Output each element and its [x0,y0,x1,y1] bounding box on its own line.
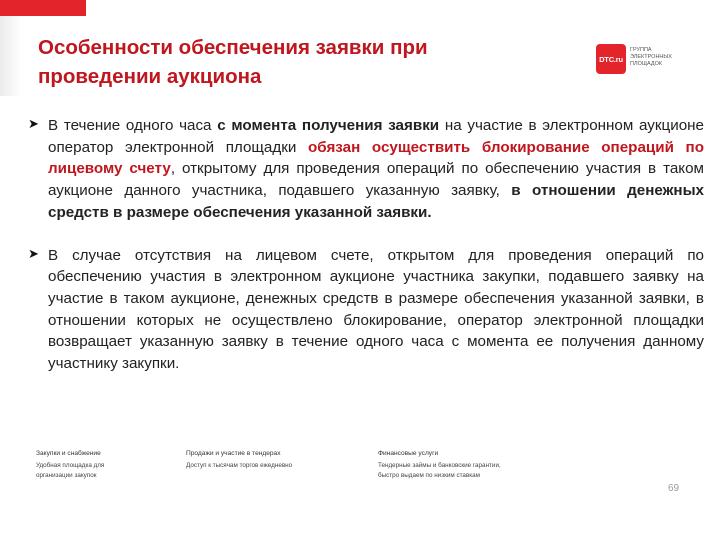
bullet-paragraph [48,115,704,224]
footer-column-finance [378,449,568,480]
footer-column-procurement [36,449,156,480]
left-decor-shade [0,16,22,96]
page-number: 69 [668,483,680,494]
text-segment: на участие в электронном аукционе оператор электронной площадки [48,117,704,156]
footer-column-text: Тендерные займы и банковские гарантии, [378,461,501,469]
arrow-bullet-icon: ➤ [28,245,39,261]
title-line-1: Особенности обеспечения заявки при [38,36,428,59]
bullet-item [28,115,704,224]
footer [0,446,720,540]
text-segment: , открытому для проведения операций по обеспечению участия в таком аукционе данного участника, подавшего указанную заявку, [48,160,705,200]
text-segment-highlight: обязан осуществить блокирование операций по лицевому счету [48,138,704,178]
arrow-bullet-icon: ➤ [28,116,39,131]
logo-mark: DTC.ru [596,44,626,74]
footer-column-text: быстро выдаем по низким ставкам [378,471,480,479]
footer-column-sales [186,449,356,471]
logo-caption [630,47,696,67]
text-segment-bold: в отношении денежных средств в размере обеспечения указанной заявки. [48,182,704,221]
bullet-item [28,245,704,375]
text-segment: В случае отсутствия на лицевом счете, открытом для проведения операций по обеспечению участия в электронном аукционе участника закупки, подавшего заявку на участие в таком аукционе, денежных средств в размере обеспечения указанной заявки, в отношении которых не осуществлено блокирование, оператор электронной площадки возвращает указанную заявку в течение одного часа с момента ее получения данному участнику закупки. [48,246,704,373]
company-logo [596,44,696,80]
bullet-list [28,115,704,396]
footer-column-text: Удобная площадка для [36,461,105,469]
logo-caption-line: ЭЛЕКТРОННЫХ [630,53,672,60]
text-segment: В течение одного часа [48,117,218,134]
footer-column-heading: Продажи и участие в тендерах [186,450,281,457]
text-segment-bold: с момента получения заявки [217,117,440,134]
footer-column-heading: Финансовые услуги [378,450,439,457]
title-line-2: проведении аукциона [38,65,262,88]
logo-caption-line: ГРУППА [630,47,652,53]
footer-column-heading: Закупки и снабжение [36,450,101,457]
top-accent-bar [0,0,86,16]
logo-caption-line: ПЛОЩАДОК [630,60,663,67]
bullet-paragraph [48,245,704,375]
footer-column-text: организации закупок [36,471,97,479]
slide-title [38,33,558,91]
footer-column-text: Доступ к тысячам торгов ежедневно [186,461,293,469]
